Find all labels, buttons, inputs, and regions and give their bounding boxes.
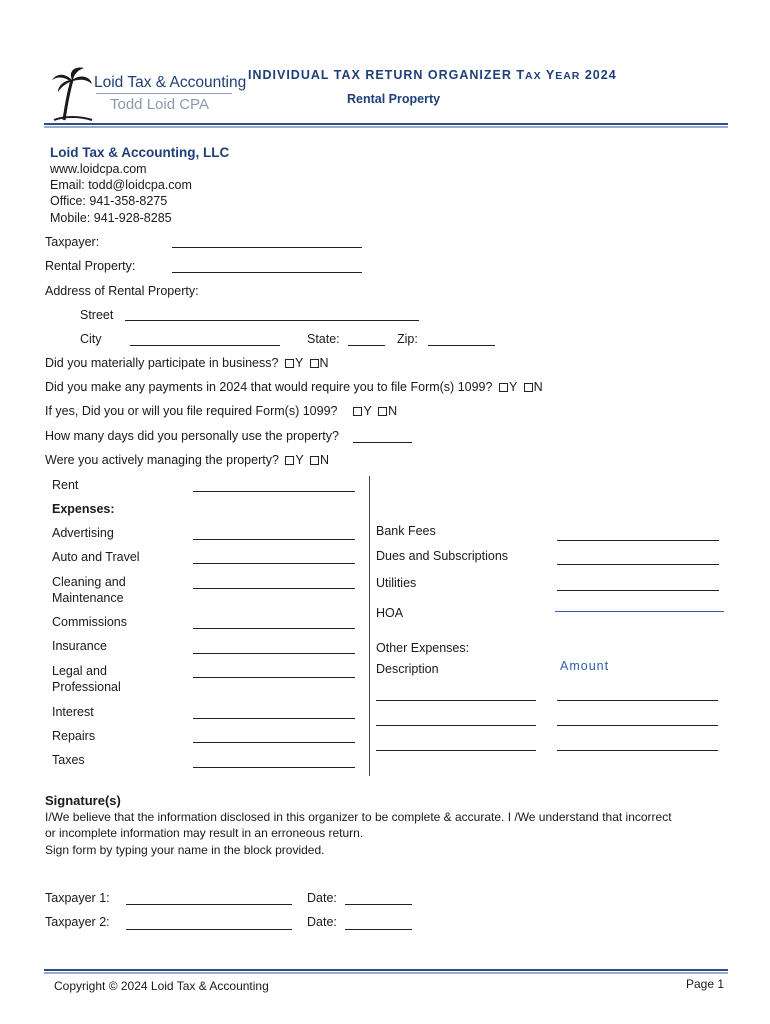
company-logo: [48, 66, 247, 124]
question-personal-use: How many days did you personally use the property?: [45, 429, 339, 443]
q3-yes-label: Y: [363, 404, 372, 418]
logo-underline: [96, 93, 232, 94]
question-actively-managing: [45, 453, 329, 467]
taxpayer2-date-label: Date:: [307, 915, 337, 929]
title-year-initial: Y: [545, 68, 556, 82]
title-main-text: INDIVIDUAL TAX RETURN ORGANIZER: [248, 68, 512, 82]
q2-no-label: N: [533, 380, 543, 394]
title-tax: [516, 68, 541, 82]
q1-yes-checkbox[interactable]: [285, 359, 294, 368]
title-tax-rest: AX: [525, 70, 542, 82]
company-email: Email: todd@loidcpa.com: [50, 178, 192, 192]
question-2-text: Did you make any payments in 2024 that would require you to file Form(s) 1099?: [45, 380, 493, 394]
taxpayer1-signature-field[interactable]: [126, 904, 292, 905]
taxpayer2-signature-field[interactable]: [126, 929, 292, 930]
q5-no-label: N: [320, 453, 330, 467]
other-desc-field-2[interactable]: [376, 725, 536, 726]
city-label: City: [80, 332, 102, 346]
q3-yes-checkbox[interactable]: [353, 407, 362, 416]
utilities-label: Utilities: [376, 576, 417, 590]
q2-no-checkbox[interactable]: [524, 383, 533, 392]
insurance-label: Insurance: [52, 639, 107, 653]
footer-page-number: Page 1: [686, 977, 725, 991]
other-amount-field-2[interactable]: [557, 725, 718, 726]
company-name: Loid Tax & Accounting, LLC: [50, 145, 230, 160]
utilities-field[interactable]: [557, 590, 719, 591]
q1-no-checkbox[interactable]: [310, 359, 319, 368]
street-label: Street: [80, 308, 114, 322]
interest-field[interactable]: [193, 718, 355, 719]
q5-no-checkbox[interactable]: [310, 456, 319, 465]
question-1-text: Did you materially participate in business?: [45, 356, 279, 370]
other-expenses-label: Other Expenses:: [376, 641, 470, 655]
hoa-label: HOA: [376, 606, 404, 620]
personal-use-days-field[interactable]: [353, 442, 412, 443]
city-field[interactable]: [130, 345, 280, 346]
rent-field[interactable]: [193, 491, 355, 492]
q5-yes-label: Y: [295, 453, 304, 467]
state-label: State:: [307, 332, 340, 346]
cleaning-label-line2: Maintenance: [52, 591, 124, 605]
expenses-heading: Expenses:: [52, 502, 115, 516]
hoa-field[interactable]: [555, 611, 724, 612]
zip-field[interactable]: [428, 345, 495, 346]
q3-no-checkbox[interactable]: [378, 407, 387, 416]
other-desc-field-1[interactable]: [376, 700, 536, 701]
question-1099-payments: [45, 380, 543, 394]
rental-property-label: Rental Property:: [45, 259, 136, 273]
taxpayer-label: Taxpayer:: [45, 235, 100, 249]
page-title: [248, 68, 617, 82]
logo-line2: Todd Loid CPA: [110, 96, 209, 113]
company-mobile: Mobile: 941-928-8285: [50, 211, 172, 225]
signature-heading: Signature(s): [45, 793, 121, 808]
dues-field[interactable]: [557, 564, 719, 565]
question-1099-filed: [45, 404, 397, 418]
legal-label-line1: Legal and: [52, 664, 107, 678]
taxpayer2-label: Taxpayer 2:: [45, 915, 110, 929]
rent-label: Rent: [52, 478, 79, 492]
column-divider: [369, 476, 370, 776]
cleaning-field[interactable]: [193, 588, 355, 589]
company-website: www.loidcpa.com: [50, 162, 147, 176]
cleaning-label-line1: Cleaning and: [52, 575, 126, 589]
commissions-field[interactable]: [193, 628, 355, 629]
other-amount-field-1[interactable]: [557, 700, 718, 701]
auto-travel-label: Auto and Travel: [52, 550, 140, 564]
rental-property-field[interactable]: [172, 272, 362, 273]
amount-label: Amount: [560, 659, 610, 673]
title-year-rest: EAR: [555, 70, 581, 82]
insurance-field[interactable]: [193, 653, 355, 654]
legal-label-line2: Professional: [52, 680, 121, 694]
zip-label: Zip:: [397, 332, 418, 346]
palm-tree-icon: [50, 66, 94, 124]
signature-statement-line2: or incomplete information may result in an erroneous return.: [45, 826, 364, 840]
taxpayer-field[interactable]: [172, 247, 362, 248]
description-label: Description: [376, 662, 439, 676]
title-year-label: [546, 68, 581, 82]
auto-travel-field[interactable]: [193, 563, 355, 564]
state-field[interactable]: [348, 345, 385, 346]
other-desc-field-3[interactable]: [376, 750, 536, 751]
advertising-label: Advertising: [52, 526, 114, 540]
repairs-field[interactable]: [193, 742, 355, 743]
q1-yes-label: Y: [294, 356, 304, 370]
q1-no-label: N: [319, 356, 329, 370]
q2-yes-checkbox[interactable]: [499, 383, 508, 392]
q3-no-label: N: [388, 404, 398, 418]
address-label: Address of Rental Property:: [45, 284, 199, 298]
bank-fees-label: Bank Fees: [376, 524, 436, 538]
taxpayer1-date-field[interactable]: [345, 904, 412, 905]
repairs-label: Repairs: [52, 729, 96, 743]
company-office: Office: 941-358-8275: [50, 194, 168, 208]
q2-yes-label: Y: [508, 380, 518, 394]
street-field[interactable]: [125, 320, 419, 321]
taxpayer2-date-field[interactable]: [345, 929, 412, 930]
title-year: 2024: [584, 68, 617, 82]
advertising-field[interactable]: [193, 539, 355, 540]
commissions-label: Commissions: [52, 615, 128, 629]
page-subtitle: Rental Property: [347, 92, 441, 106]
logo-line1: Loid Tax & Accounting: [94, 74, 247, 91]
bank-fees-field[interactable]: [557, 540, 719, 541]
question-5-text: Were you actively managing the property?: [45, 453, 279, 467]
q5-yes-checkbox[interactable]: [285, 456, 294, 465]
signature-statement-line1: I/We believe that the information disclosed in this organizer to be complete & accurate. I /We understand that incorrect: [45, 810, 672, 824]
taxes-field[interactable]: [193, 767, 355, 768]
other-amount-field-3[interactable]: [557, 750, 718, 751]
taxes-label: Taxes: [52, 753, 85, 767]
header-divider: [44, 123, 728, 128]
taxpayer1-label: Taxpayer 1:: [45, 891, 110, 905]
question-3-text: If yes, Did you or will you file required Form(s) 1099?: [45, 404, 338, 418]
question-material-participation: [45, 356, 329, 370]
taxpayer1-date-label: Date:: [307, 891, 337, 905]
signature-instructions: Sign form by typing your name in the block provided.: [45, 843, 325, 857]
footer-divider: [44, 969, 728, 974]
title-tax-initial: T: [516, 68, 525, 82]
dues-label: Dues and Subscriptions: [376, 549, 509, 563]
footer-copyright: Copyright © 2024 Loid Tax & Accounting: [54, 979, 269, 993]
legal-field[interactable]: [193, 677, 355, 678]
interest-label: Interest: [52, 705, 94, 719]
